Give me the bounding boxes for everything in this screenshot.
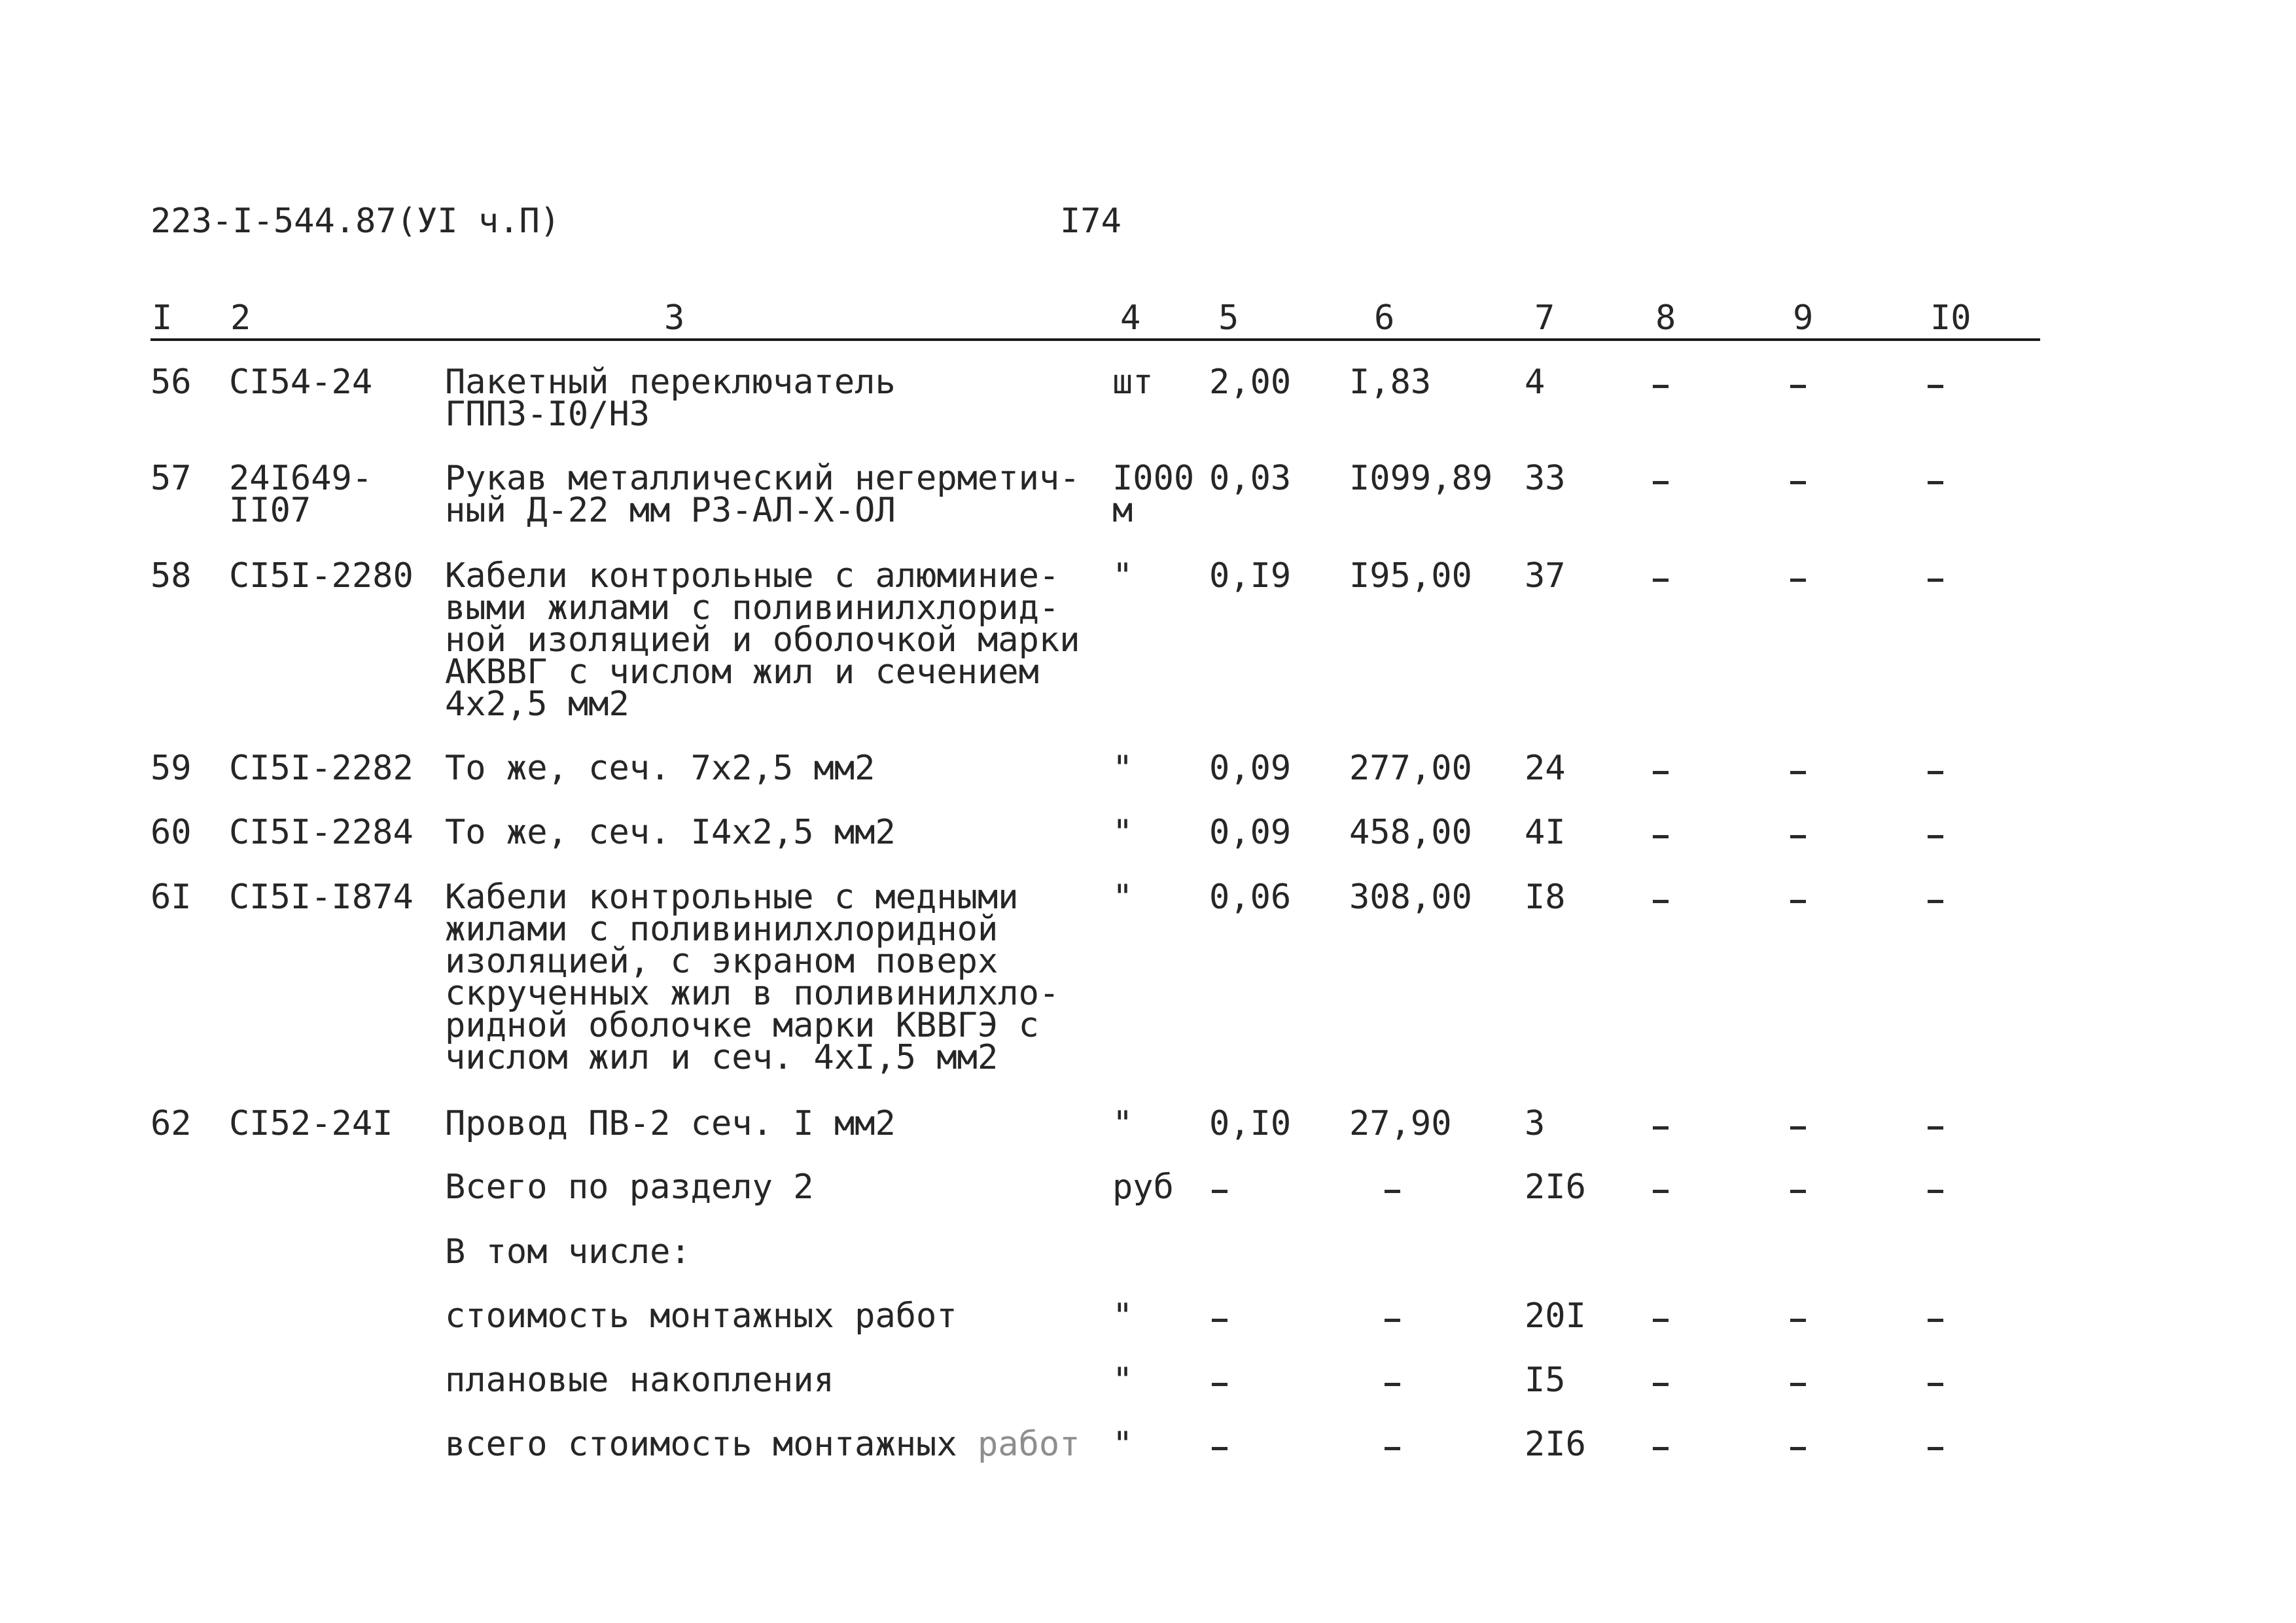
dash-text-price [1381, 1429, 1401, 1461]
item-code: CI5I-I874 [229, 878, 414, 917]
item-description-main: всего стоимость монтажных [445, 1425, 978, 1464]
dash-text-c9 [1786, 560, 1807, 592]
row-number: 58 [150, 556, 192, 596]
dash-text-c8 [1649, 366, 1669, 399]
value-total: I5 [1525, 1361, 1566, 1400]
column-header-6: 6 [1374, 298, 1395, 338]
column-header-3: 3 [664, 298, 685, 338]
value-total: 2I6 [1525, 1168, 1586, 1207]
unit: руб [1112, 1168, 1174, 1207]
item-code: CI5I-2284 [229, 813, 414, 852]
dash-text-c10 [1924, 463, 1944, 495]
item-description: Кабели контрольные с медными жилами с поливинилхлоридной изоляцией, с экраном поверх скрученных жил в поливинилхло- ридной оболочке марки КВВГЭ с числом жил и сеч. 4хI,5 мм2 [445, 878, 1060, 1077]
page-number: I74 [1060, 202, 1122, 241]
unit: шт [1112, 363, 1154, 402]
row-number: 60 [150, 813, 192, 852]
dash-text-c10 [1924, 560, 1944, 592]
value-total: 4I [1525, 813, 1566, 852]
value-total: 3 [1525, 1104, 1545, 1143]
dash-text-c8 [1649, 463, 1669, 495]
item-description: Рукав металлический негерметич- ный Д-22 мм Р3-АЛ-Х-ОЛ [445, 459, 1080, 530]
dash-text-c8 [1649, 560, 1669, 592]
dash-text-c10 [1924, 1364, 1944, 1397]
item-description-faint: работ [977, 1425, 1080, 1464]
dash-text-c9 [1786, 463, 1807, 495]
dash-text-price [1381, 1171, 1401, 1204]
column-header-4: 4 [1120, 298, 1141, 338]
value-price: I099,89 [1349, 459, 1493, 498]
row-number: 6I [150, 878, 192, 917]
dash-text-c9 [1786, 1429, 1807, 1461]
column-header-1: I [152, 298, 173, 338]
item-description: Провод ПВ-2 сеч. I мм2 [445, 1104, 896, 1143]
item-description: То же, сеч. I4х2,5 мм2 [445, 813, 896, 852]
value-qty: 2,00 [1209, 363, 1292, 402]
dash-text-c10 [1924, 817, 1944, 849]
dash-text-c9 [1786, 1108, 1807, 1140]
unit: " [1112, 878, 1133, 917]
value-price: I95,00 [1349, 556, 1472, 596]
dash-text-c10 [1924, 753, 1944, 785]
value-total: 24 [1525, 749, 1566, 788]
dash-text-c8 [1649, 1300, 1669, 1332]
value-qty: 0,I9 [1209, 556, 1292, 596]
unit: " [1112, 1296, 1133, 1336]
dash-text-c8 [1649, 817, 1669, 849]
item-description: стоимость монтажных работ [445, 1296, 957, 1336]
row-number: 57 [150, 459, 192, 498]
value-qty: 0,06 [1209, 878, 1292, 917]
value-qty: 0,I0 [1209, 1104, 1292, 1143]
dash-text-c9 [1786, 817, 1807, 849]
document-code: 223-I-544.87(УI ч.П) [150, 202, 561, 241]
dash-text-c8 [1649, 882, 1669, 914]
unit: " [1112, 813, 1133, 852]
item-description: То же, сеч. 7х2,5 мм2 [445, 749, 875, 788]
item-code: CI5I-2282 [229, 749, 414, 788]
dash-text-c9 [1786, 1364, 1807, 1397]
dash-text-c10 [1924, 1171, 1944, 1204]
item-code: 24I649- II07 [229, 459, 373, 530]
dash-text-c8 [1649, 1429, 1669, 1461]
item-description: В том числе: [445, 1232, 691, 1272]
row-number: 56 [150, 363, 192, 402]
value-price: 27,90 [1349, 1104, 1452, 1143]
row-number: 62 [150, 1104, 192, 1143]
dash-text-c10 [1924, 366, 1944, 399]
dash-text-c9 [1786, 366, 1807, 399]
column-header-10: I0 [1930, 298, 1971, 338]
dash-text-c10 [1924, 1429, 1944, 1461]
unit: " [1112, 1425, 1133, 1464]
dash-text-c10 [1924, 1300, 1944, 1332]
dash-text-c10 [1924, 882, 1944, 914]
item-description: Кабели контрольные с алюминие- выми жилами с поливинилхлорид- ной изоляцией и оболочкой марки АКВВГ с числом жил и сечением 4х2,5 мм2 [445, 556, 1080, 724]
value-total: 20I [1525, 1296, 1586, 1336]
item-description: плановые накопления [445, 1361, 834, 1400]
header-rule [150, 338, 2040, 341]
dash-text-c10 [1924, 1108, 1944, 1140]
dash-text-qty [1209, 1364, 1229, 1397]
column-header-2: 2 [230, 298, 251, 338]
item-description: Пакетный переключатель ГПП3-I0/Н3 [445, 363, 896, 434]
value-total: 2I6 [1525, 1425, 1586, 1464]
dash-text-c8 [1649, 1364, 1669, 1397]
unit: " [1112, 1361, 1133, 1400]
value-total: I8 [1525, 878, 1566, 917]
dash-text-c8 [1649, 1108, 1669, 1140]
unit: " [1112, 749, 1133, 788]
column-header-9: 9 [1793, 298, 1814, 338]
column-header-8: 8 [1655, 298, 1676, 338]
dash-text-qty [1209, 1300, 1229, 1332]
column-header-5: 5 [1218, 298, 1239, 338]
value-qty: 0,09 [1209, 813, 1292, 852]
item-code: CI54-24 [229, 363, 373, 402]
column-header-7: 7 [1534, 298, 1555, 338]
dash-text-price [1381, 1364, 1401, 1397]
row-number: 59 [150, 749, 192, 788]
item-description [445, 1425, 1080, 1464]
item-code: CI5I-2280 [229, 556, 414, 596]
unit: I000 м [1112, 459, 1195, 530]
value-price: I,83 [1349, 363, 1432, 402]
unit: " [1112, 1104, 1133, 1143]
dash-text-c9 [1786, 753, 1807, 785]
dash-text-qty [1209, 1429, 1229, 1461]
value-total: 33 [1525, 459, 1566, 498]
value-total: 37 [1525, 556, 1566, 596]
dash-text-c8 [1649, 753, 1669, 785]
value-price: 277,00 [1349, 749, 1472, 788]
dash-text-qty [1209, 1171, 1229, 1204]
dash-text-c9 [1786, 1300, 1807, 1332]
value-price: 308,00 [1349, 878, 1472, 917]
dash-text-c8 [1649, 1171, 1669, 1204]
value-price: 458,00 [1349, 813, 1472, 852]
value-total: 4 [1525, 363, 1545, 402]
dash-text-price [1381, 1300, 1401, 1332]
item-description: Всего по разделу 2 [445, 1168, 814, 1207]
dash-text-c9 [1786, 1171, 1807, 1204]
value-qty: 0,09 [1209, 749, 1292, 788]
unit: " [1112, 556, 1133, 596]
item-code: CI52-24I [229, 1104, 393, 1143]
value-qty: 0,03 [1209, 459, 1292, 498]
dash-text-c9 [1786, 882, 1807, 914]
